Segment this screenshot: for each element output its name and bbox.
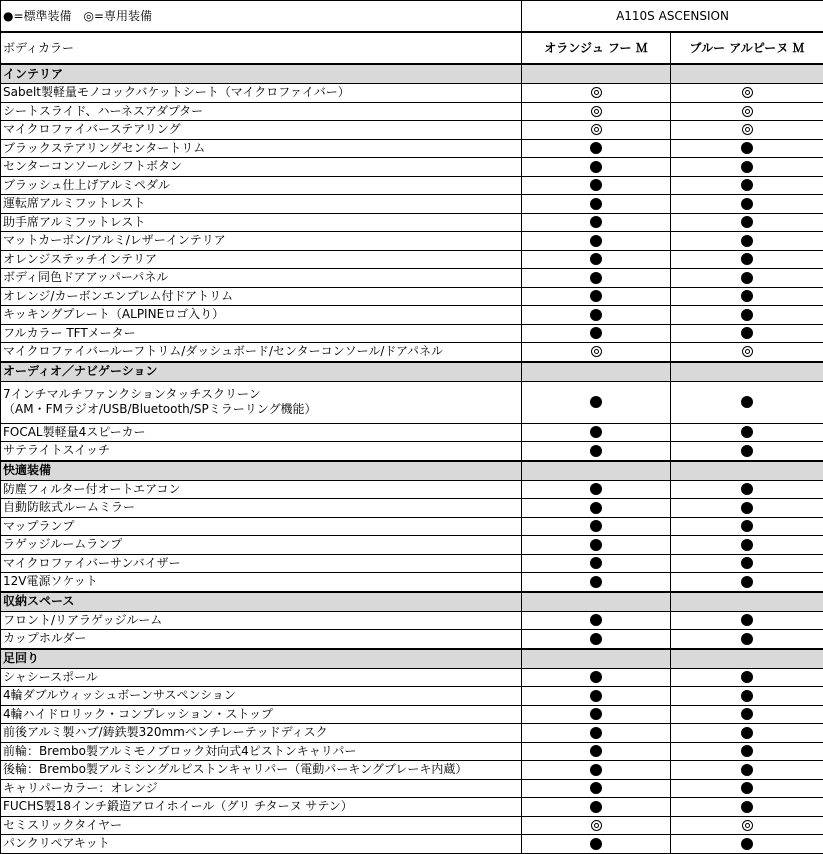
standard-circle-icon (741, 539, 753, 551)
item-name: ボディ同色ドアアッパーパネル (3, 270, 168, 284)
standard-circle-icon (741, 557, 753, 569)
mark-cell (522, 213, 671, 232)
table-row (1, 381, 823, 423)
standard-circle-icon (590, 671, 602, 683)
table-row (1, 779, 823, 798)
standard-circle-icon (741, 216, 753, 228)
exclusive-double-circle-icon (591, 87, 602, 98)
item-name: シャシースポール (3, 670, 98, 684)
item-name: 4輪ダブルウィッシュボーンサスペンション (3, 688, 236, 702)
item-cell (1, 423, 522, 442)
mark-cell (671, 213, 823, 232)
standard-circle-icon (741, 690, 753, 702)
mark-cell (522, 536, 671, 555)
mark-cell (522, 250, 671, 269)
mark-cell (671, 480, 823, 499)
standard-circle-icon (590, 253, 602, 265)
item-name: 4輪ハイドロリック・コンプレッション・ストップ (3, 707, 273, 721)
standard-circle-icon (590, 782, 602, 794)
section-row (1, 592, 823, 612)
exclusive-double-circle-icon (742, 87, 753, 98)
mark-cell (671, 779, 823, 798)
mark-cell (522, 343, 671, 362)
mark-cell (671, 687, 823, 706)
mark-cell (522, 630, 671, 649)
standard-circle-icon (590, 235, 602, 247)
mark-cell (522, 668, 671, 687)
mark-cell (671, 250, 823, 269)
standard-circle-icon (590, 576, 602, 588)
section-cell (671, 592, 823, 612)
standard-circle-icon (590, 309, 602, 321)
mark-cell (522, 480, 671, 499)
table-row (1, 176, 823, 195)
table-row (1, 343, 823, 362)
color-blue: ブルー アルピーヌ Ｍ (671, 32, 823, 64)
standard-circle-icon (590, 445, 602, 457)
table-row (1, 517, 823, 536)
section-cell (522, 592, 671, 612)
table-row (1, 724, 823, 743)
mark-cell (671, 442, 823, 461)
standard-circle-icon (590, 520, 602, 532)
standard-circle-icon (590, 614, 602, 626)
standard-circle-icon (590, 745, 602, 757)
standard-circle-icon (590, 483, 602, 495)
item-cell (1, 779, 522, 798)
item-name: 自動防眩式ルームミラー (3, 500, 135, 514)
standard-circle-icon (741, 483, 753, 495)
table-row (1, 232, 823, 251)
mark-cell (522, 687, 671, 706)
standard-circle-icon (741, 179, 753, 191)
item-name: カップホルダー (3, 631, 86, 645)
item-name: 前輪：Brembo製アルミモノブロック対向式4ピストンキャリパー (3, 744, 356, 758)
table-row (1, 668, 823, 687)
table-row (1, 287, 823, 306)
standard-circle-icon (741, 198, 753, 210)
item-cell (1, 158, 522, 177)
table-row (1, 816, 823, 835)
mark-cell (522, 816, 671, 835)
mark-cell (671, 343, 823, 362)
exclusive-double-circle-icon (591, 124, 602, 135)
mark-cell (671, 630, 823, 649)
item-name: マイクロファイバーサンバイザー (3, 556, 181, 570)
item-name: シートスライド、ハーネスアダプター (3, 104, 203, 118)
item-name: ラゲッジルームランプ (3, 537, 122, 551)
standard-circle-icon (741, 142, 753, 154)
mark-cell (671, 611, 823, 630)
color-label: ボディカラー (1, 32, 522, 64)
exclusive-double-circle-icon (591, 106, 602, 117)
item-cell (1, 102, 522, 121)
mark-cell (522, 442, 671, 461)
standard-circle-icon (741, 290, 753, 302)
item-cell (1, 724, 522, 743)
mark-cell (522, 158, 671, 177)
item-cell (1, 139, 522, 158)
item-cell (1, 835, 522, 854)
legend: ●=標準装備 ◎=専用装備 (1, 1, 522, 33)
item-name: 防塵フィルター付オートエアコン (3, 482, 180, 496)
color-orange: オランジュ フー Ｍ (522, 32, 671, 64)
mark-cell (522, 779, 671, 798)
mark-cell (671, 573, 823, 592)
item-name: フルカラー TFTメーター (3, 326, 136, 340)
table-row (1, 630, 823, 649)
item-cell (1, 176, 522, 195)
mark-cell (522, 324, 671, 343)
standard-circle-icon (590, 142, 602, 154)
mark-cell (522, 121, 671, 140)
table-row (1, 687, 823, 706)
mark-cell (522, 742, 671, 761)
exclusive-double-circle-icon (742, 124, 753, 135)
mark-cell (671, 139, 823, 158)
item-name: マップランプ (3, 519, 75, 533)
standard-circle-icon (741, 396, 753, 408)
mark-cell (522, 611, 671, 630)
item-name: 12V電源ソケット (3, 574, 98, 588)
mark-cell (522, 835, 671, 854)
item-name: キッキングプレート（ALPINEロゴ入り） (3, 307, 224, 321)
standard-circle-icon (741, 614, 753, 626)
item-name: マイクロファイバーステアリング (3, 122, 180, 136)
mark-cell (671, 84, 823, 103)
mark-cell (671, 761, 823, 780)
item-name: センターコンソールシフトボタン (3, 159, 182, 173)
section-cell (522, 461, 671, 481)
section-row (1, 461, 823, 481)
item-cell (1, 306, 522, 325)
mark-cell (522, 306, 671, 325)
item-cell (1, 324, 522, 343)
mark-cell (522, 176, 671, 195)
mark-cell (522, 705, 671, 724)
table-row (1, 306, 823, 325)
mark-cell (671, 102, 823, 121)
standard-circle-icon (741, 520, 753, 532)
item-cell (1, 798, 522, 817)
standard-circle-icon (741, 708, 753, 720)
standard-circle-icon (741, 727, 753, 739)
item-cell (1, 742, 522, 761)
section-cell (522, 362, 671, 382)
table-row (1, 761, 823, 780)
item-cell (1, 250, 522, 269)
mark-cell (522, 287, 671, 306)
section-title: 収納スペース (1, 592, 522, 612)
table-row (1, 554, 823, 573)
item-cell (1, 480, 522, 499)
section-cell (522, 649, 671, 669)
table-row (1, 742, 823, 761)
mark-cell (522, 232, 671, 251)
table-row (1, 499, 823, 518)
standard-circle-icon (590, 708, 602, 720)
standard-circle-icon (590, 272, 602, 284)
standard-circle-icon (590, 539, 602, 551)
mark-cell (522, 102, 671, 121)
standard-circle-icon (741, 309, 753, 321)
mark-cell (671, 423, 823, 442)
mark-cell (522, 423, 671, 442)
standard-circle-icon (741, 426, 753, 438)
mark-cell (522, 269, 671, 288)
mark-cell (671, 269, 823, 288)
table-row (1, 121, 823, 140)
mark-cell (671, 668, 823, 687)
item-cell (1, 517, 522, 536)
item-name: 運転席アルミフットレスト (3, 196, 145, 210)
item-cell (1, 121, 522, 140)
item-cell (1, 761, 522, 780)
mark-cell (671, 798, 823, 817)
table-row (1, 102, 823, 121)
item-name: ブラックステアリングセンタートリム (3, 141, 205, 155)
standard-circle-icon (590, 502, 602, 514)
standard-circle-icon (741, 161, 753, 173)
section-cell (671, 461, 823, 481)
standard-circle-icon (741, 576, 753, 588)
item-name: 助手席アルミフットレスト (3, 215, 145, 229)
mark-cell (671, 517, 823, 536)
mark-cell (671, 232, 823, 251)
standard-circle-icon (590, 557, 602, 569)
model-name: A110S ASCENSION (522, 1, 823, 33)
standard-circle-icon (741, 633, 753, 645)
standard-circle-icon (590, 690, 602, 702)
mark-cell (671, 499, 823, 518)
standard-circle-icon (590, 727, 602, 739)
mark-cell (522, 139, 671, 158)
item-cell (1, 381, 522, 423)
item-name: パンクリペアキット (3, 836, 110, 850)
standard-circle-icon (741, 782, 753, 794)
table-row (1, 158, 823, 177)
exclusive-double-circle-icon (742, 106, 753, 117)
mark-cell (671, 724, 823, 743)
item-name: 7インチマルチファンクションタッチスクリーン (3, 387, 261, 401)
mark-cell (671, 121, 823, 140)
exclusive-double-circle-icon (742, 346, 753, 357)
mark-cell (671, 306, 823, 325)
item-name: 前後アルミ製ハブ/鋳鉄製320mmベンチレーテッドディスク (3, 725, 328, 739)
mark-cell (522, 761, 671, 780)
standard-circle-icon (590, 396, 602, 408)
exclusive-double-circle-icon (591, 346, 602, 357)
table-row (1, 442, 823, 461)
item-name: マットカーボン/アルミ/レザーインテリア (3, 233, 226, 247)
item-name: セミスリックタイヤー (3, 818, 122, 832)
mark-cell (522, 195, 671, 214)
section-cell (671, 362, 823, 382)
table-row (1, 798, 823, 817)
table-row (1, 835, 823, 854)
section-row (1, 362, 823, 382)
section-row (1, 649, 823, 669)
section-title: 足回り (1, 649, 522, 669)
item-cell (1, 343, 522, 362)
mark-cell (671, 536, 823, 555)
standard-circle-icon (590, 801, 602, 813)
standard-circle-icon (590, 198, 602, 210)
standard-circle-icon (741, 235, 753, 247)
item-cell (1, 442, 522, 461)
section-title: インテリア (1, 64, 522, 84)
standard-circle-icon (741, 327, 753, 339)
item-name: サテライトスイッチ (3, 443, 110, 457)
item-cell (1, 213, 522, 232)
mark-cell (522, 84, 671, 103)
standard-circle-icon (590, 216, 602, 228)
standard-circle-icon (741, 838, 753, 850)
table-row (1, 195, 823, 214)
table-row (1, 573, 823, 592)
item-cell (1, 536, 522, 555)
section-cell (671, 649, 823, 669)
standard-circle-icon (741, 253, 753, 265)
table-row (1, 139, 823, 158)
table-row (1, 536, 823, 555)
mark-cell (522, 724, 671, 743)
exclusive-double-circle-icon (742, 820, 753, 831)
header-row (1, 1, 823, 33)
table-row (1, 84, 823, 103)
standard-circle-icon (741, 445, 753, 457)
table-row (1, 269, 823, 288)
table-row (1, 705, 823, 724)
item-name: 後輪：Brembo製アルミシングルピストンキャリパー（電動パーキングブレーキ内蔵） (3, 762, 467, 776)
item-name: キャリパーカラー：オレンジ (3, 781, 158, 795)
item-cell (1, 687, 522, 706)
item-name: フロント/リアラゲッジルーム (3, 613, 162, 627)
mark-cell (522, 517, 671, 536)
mark-cell (671, 554, 823, 573)
section-cell (522, 64, 671, 84)
item-name: オレンジ/カーボンエンブレム付ドアトリム (3, 289, 233, 303)
standard-circle-icon (590, 764, 602, 776)
standard-circle-icon (590, 161, 602, 173)
mark-cell (671, 324, 823, 343)
item-cell (1, 84, 522, 103)
item-cell (1, 573, 522, 592)
standard-circle-icon (741, 272, 753, 284)
mark-cell (522, 798, 671, 817)
mark-cell (671, 195, 823, 214)
item-cell (1, 668, 522, 687)
item-name: FUCHS製18インチ鍛造アロイホイール（グリ チターヌ サテン） (3, 799, 353, 813)
mark-cell (671, 287, 823, 306)
standard-circle-icon (590, 179, 602, 191)
exclusive-double-circle-icon (591, 820, 602, 831)
item-cell (1, 816, 522, 835)
item-cell (1, 611, 522, 630)
item-name: FOCAL製軽量4スピーカー (3, 425, 146, 439)
item-cell (1, 705, 522, 724)
standard-circle-icon (741, 502, 753, 514)
item-name-detail: （AM・FMラジオ/USB/Bluetooth/SPミラーリング機能） (3, 402, 316, 416)
section-title: 快適装備 (1, 461, 522, 481)
standard-circle-icon (741, 801, 753, 813)
table-row (1, 480, 823, 499)
mark-cell (671, 158, 823, 177)
item-name: マイクロファイバールーフトリム/ダッシュボード/センターコンソール/ドアパネル (3, 344, 443, 358)
item-cell (1, 499, 522, 518)
standard-circle-icon (590, 290, 602, 302)
item-cell (1, 269, 522, 288)
mark-cell (671, 381, 823, 423)
item-name: オレンジステッチインテリア (3, 252, 157, 266)
mark-cell (522, 554, 671, 573)
mark-cell (522, 573, 671, 592)
color-row (1, 32, 823, 64)
table-row (1, 611, 823, 630)
standard-circle-icon (741, 671, 753, 683)
table-row (1, 423, 823, 442)
section-row (1, 64, 823, 84)
standard-circle-icon (590, 633, 602, 645)
standard-circle-icon (590, 327, 602, 339)
mark-cell (522, 381, 671, 423)
item-cell (1, 630, 522, 649)
standard-circle-icon (741, 764, 753, 776)
mark-cell (671, 816, 823, 835)
item-name: Sabelt製軽量モノコックバケットシート（マイクロファイバー） (3, 85, 350, 99)
table-row (1, 250, 823, 269)
standard-circle-icon (590, 838, 602, 850)
item-cell (1, 287, 522, 306)
table-row (1, 324, 823, 343)
mark-cell (671, 742, 823, 761)
standard-circle-icon (741, 745, 753, 757)
mark-cell (671, 705, 823, 724)
item-cell (1, 195, 522, 214)
mark-cell (671, 176, 823, 195)
item-cell (1, 232, 522, 251)
section-cell (671, 64, 823, 84)
item-cell (1, 554, 522, 573)
mark-cell (671, 835, 823, 854)
section-title: オーディオ／ナビゲーション (1, 362, 522, 382)
standard-circle-icon (590, 426, 602, 438)
item-name: ブラッシュ仕上げアルミペダル (3, 178, 170, 192)
table-row (1, 213, 823, 232)
mark-cell (522, 499, 671, 518)
